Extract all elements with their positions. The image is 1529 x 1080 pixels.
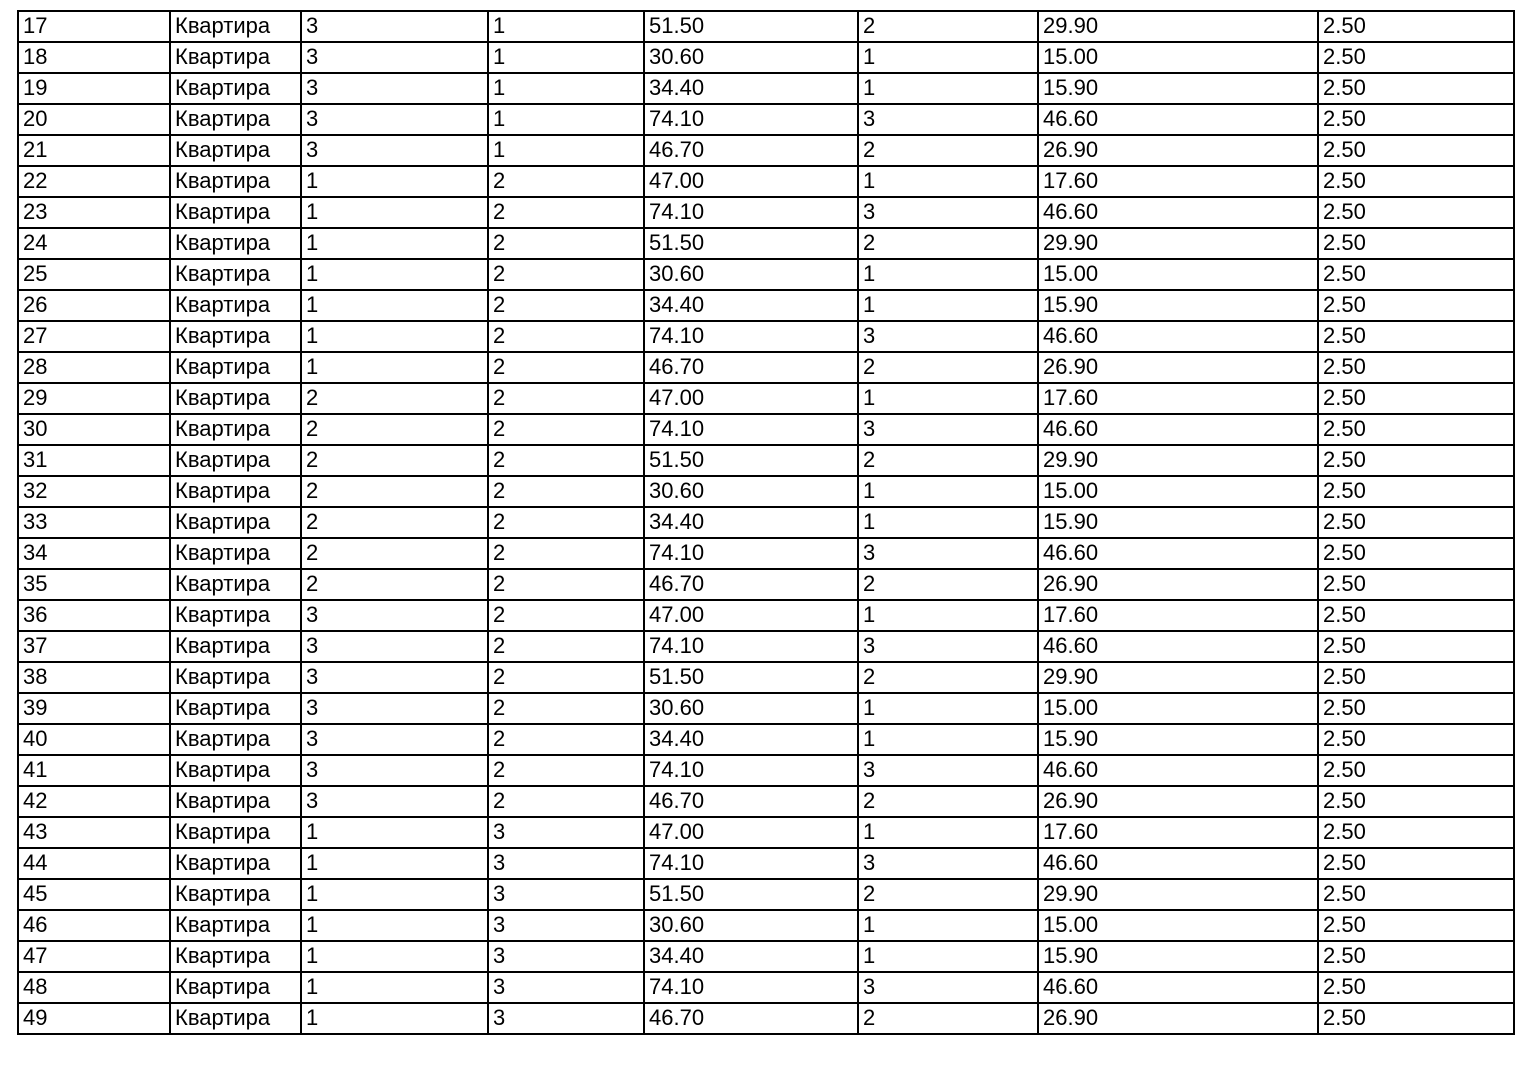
cell-area-living: 15.90: [1038, 724, 1318, 755]
cell-area-living: 29.90: [1038, 11, 1318, 42]
cell-height: 2.50: [1318, 197, 1514, 228]
cell-row-number: 35: [18, 569, 170, 600]
cell-height: 2.50: [1318, 42, 1514, 73]
cell-value-2: 3: [488, 972, 644, 1003]
cell-area-living: 46.60: [1038, 538, 1318, 569]
cell-value-2: 1: [488, 73, 644, 104]
cell-area-total: 34.40: [644, 73, 858, 104]
table-row: [18, 600, 1514, 631]
cell-object-type: Квартира: [170, 414, 301, 445]
cell-area-living: 15.00: [1038, 693, 1318, 724]
cell-rooms: 3: [858, 631, 1038, 662]
cell-area-living: 15.90: [1038, 73, 1318, 104]
cell-area-total: 46.70: [644, 1003, 858, 1034]
cell-area-living: 17.60: [1038, 600, 1318, 631]
cell-object-type: Квартира: [170, 786, 301, 817]
cell-area-total: 46.70: [644, 786, 858, 817]
cell-object-type: Квартира: [170, 848, 301, 879]
cell-row-number: 44: [18, 848, 170, 879]
cell-value-1: 3: [301, 724, 488, 755]
cell-row-number: 49: [18, 1003, 170, 1034]
cell-area-total: 74.10: [644, 755, 858, 786]
cell-rooms: 1: [858, 290, 1038, 321]
cell-area-living: 26.90: [1038, 352, 1318, 383]
cell-rooms: 3: [858, 538, 1038, 569]
cell-area-living: 46.60: [1038, 972, 1318, 1003]
cell-height: 2.50: [1318, 104, 1514, 135]
cell-value-2: 3: [488, 910, 644, 941]
cell-value-1: 1: [301, 290, 488, 321]
cell-object-type: Квартира: [170, 817, 301, 848]
cell-rooms: 1: [858, 259, 1038, 290]
table-row: [18, 445, 1514, 476]
table-row: [18, 42, 1514, 73]
cell-area-living: 29.90: [1038, 228, 1318, 259]
cell-value-2: 2: [488, 383, 644, 414]
cell-object-type: Квартира: [170, 197, 301, 228]
cell-value-1: 3: [301, 11, 488, 42]
table-row: [18, 135, 1514, 166]
table-row: [18, 228, 1514, 259]
cell-row-number: 30: [18, 414, 170, 445]
cell-area-total: 51.50: [644, 228, 858, 259]
cell-rooms: 3: [858, 197, 1038, 228]
cell-row-number: 23: [18, 197, 170, 228]
cell-rooms: 3: [858, 848, 1038, 879]
cell-area-total: 51.50: [644, 11, 858, 42]
cell-value-1: 3: [301, 600, 488, 631]
table-row: [18, 290, 1514, 321]
cell-value-2: 2: [488, 414, 644, 445]
cell-rooms: 1: [858, 383, 1038, 414]
cell-rooms: 1: [858, 817, 1038, 848]
cell-object-type: Квартира: [170, 724, 301, 755]
cell-area-living: 26.90: [1038, 1003, 1318, 1034]
cell-rooms: 2: [858, 569, 1038, 600]
cell-area-total: 30.60: [644, 693, 858, 724]
cell-value-2: 2: [488, 724, 644, 755]
table-row: [18, 166, 1514, 197]
cell-height: 2.50: [1318, 321, 1514, 352]
cell-object-type: Квартира: [170, 290, 301, 321]
cell-value-2: 2: [488, 786, 644, 817]
cell-row-number: 24: [18, 228, 170, 259]
cell-value-2: 2: [488, 538, 644, 569]
cell-area-living: 17.60: [1038, 383, 1318, 414]
cell-area-total: 74.10: [644, 538, 858, 569]
cell-value-1: 1: [301, 972, 488, 1003]
cell-height: 2.50: [1318, 538, 1514, 569]
cell-row-number: 48: [18, 972, 170, 1003]
table-row: [18, 724, 1514, 755]
cell-rooms: 2: [858, 1003, 1038, 1034]
cell-value-1: 1: [301, 879, 488, 910]
table-row: [18, 538, 1514, 569]
cell-object-type: Квартира: [170, 476, 301, 507]
cell-height: 2.50: [1318, 569, 1514, 600]
cell-row-number: 18: [18, 42, 170, 73]
table-row: [18, 507, 1514, 538]
cell-area-total: 74.10: [644, 848, 858, 879]
cell-height: 2.50: [1318, 631, 1514, 662]
cell-value-1: 3: [301, 631, 488, 662]
cell-area-total: 30.60: [644, 259, 858, 290]
cell-row-number: 31: [18, 445, 170, 476]
cell-area-living: 26.90: [1038, 786, 1318, 817]
cell-value-2: 2: [488, 693, 644, 724]
cell-object-type: Квартира: [170, 321, 301, 352]
cell-value-2: 2: [488, 569, 644, 600]
cell-area-living: 46.60: [1038, 321, 1318, 352]
table-body: [18, 11, 1514, 1034]
cell-area-total: 46.70: [644, 569, 858, 600]
cell-value-2: 2: [488, 445, 644, 476]
cell-value-2: 2: [488, 600, 644, 631]
cell-value-1: 1: [301, 259, 488, 290]
cell-area-living: 15.90: [1038, 290, 1318, 321]
cell-area-total: 47.00: [644, 817, 858, 848]
cell-area-total: 46.70: [644, 352, 858, 383]
cell-row-number: 36: [18, 600, 170, 631]
cell-row-number: 21: [18, 135, 170, 166]
cell-area-living: 15.00: [1038, 42, 1318, 73]
cell-value-2: 2: [488, 321, 644, 352]
table-row: [18, 383, 1514, 414]
cell-value-1: 1: [301, 817, 488, 848]
table-row: [18, 321, 1514, 352]
cell-area-total: 30.60: [644, 476, 858, 507]
cell-area-living: 17.60: [1038, 817, 1318, 848]
cell-object-type: Квартира: [170, 383, 301, 414]
cell-rooms: 2: [858, 135, 1038, 166]
cell-value-1: 1: [301, 197, 488, 228]
cell-rooms: 2: [858, 879, 1038, 910]
cell-area-total: 47.00: [644, 166, 858, 197]
cell-value-2: 3: [488, 879, 644, 910]
cell-row-number: 17: [18, 11, 170, 42]
cell-row-number: 32: [18, 476, 170, 507]
cell-height: 2.50: [1318, 352, 1514, 383]
table-row: [18, 662, 1514, 693]
cell-row-number: 45: [18, 879, 170, 910]
cell-value-2: 2: [488, 197, 644, 228]
cell-object-type: Квартира: [170, 445, 301, 476]
cell-value-1: 2: [301, 476, 488, 507]
cell-value-1: 2: [301, 538, 488, 569]
cell-value-1: 2: [301, 445, 488, 476]
table-row: [18, 755, 1514, 786]
cell-value-1: 3: [301, 42, 488, 73]
cell-value-2: 1: [488, 135, 644, 166]
cell-area-total: 74.10: [644, 631, 858, 662]
cell-height: 2.50: [1318, 600, 1514, 631]
table-row: [18, 11, 1514, 42]
cell-value-1: 3: [301, 786, 488, 817]
cell-value-1: 2: [301, 507, 488, 538]
table-row: [18, 848, 1514, 879]
cell-value-1: 1: [301, 1003, 488, 1034]
cell-value-1: 2: [301, 383, 488, 414]
cell-area-total: 46.70: [644, 135, 858, 166]
table-row: [18, 569, 1514, 600]
cell-row-number: 47: [18, 941, 170, 972]
table-row: [18, 879, 1514, 910]
cell-height: 2.50: [1318, 290, 1514, 321]
cell-object-type: Квартира: [170, 507, 301, 538]
cell-row-number: 25: [18, 259, 170, 290]
table-row: [18, 910, 1514, 941]
cell-value-2: 2: [488, 352, 644, 383]
cell-height: 2.50: [1318, 73, 1514, 104]
cell-height: 2.50: [1318, 445, 1514, 476]
cell-value-2: 2: [488, 259, 644, 290]
cell-rooms: 3: [858, 755, 1038, 786]
cell-area-total: 34.40: [644, 507, 858, 538]
table-row: [18, 352, 1514, 383]
cell-object-type: Квартира: [170, 972, 301, 1003]
cell-height: 2.50: [1318, 11, 1514, 42]
cell-height: 2.50: [1318, 879, 1514, 910]
cell-area-total: 51.50: [644, 662, 858, 693]
cell-height: 2.50: [1318, 135, 1514, 166]
table-row: [18, 693, 1514, 724]
cell-area-total: 47.00: [644, 600, 858, 631]
cell-area-living: 15.90: [1038, 941, 1318, 972]
cell-height: 2.50: [1318, 848, 1514, 879]
cell-value-2: 2: [488, 476, 644, 507]
cell-value-1: 1: [301, 941, 488, 972]
cell-height: 2.50: [1318, 166, 1514, 197]
table-row: [18, 476, 1514, 507]
apartments-table: [17, 10, 1515, 1035]
cell-row-number: 42: [18, 786, 170, 817]
cell-rooms: 2: [858, 352, 1038, 383]
cell-area-living: 29.90: [1038, 445, 1318, 476]
cell-value-1: 2: [301, 569, 488, 600]
cell-object-type: Квартира: [170, 73, 301, 104]
table-row: [18, 817, 1514, 848]
cell-height: 2.50: [1318, 972, 1514, 1003]
cell-rooms: 2: [858, 11, 1038, 42]
cell-row-number: 38: [18, 662, 170, 693]
cell-rooms: 1: [858, 73, 1038, 104]
cell-height: 2.50: [1318, 662, 1514, 693]
cell-area-living: 29.90: [1038, 662, 1318, 693]
cell-value-2: 2: [488, 228, 644, 259]
cell-area-living: 26.90: [1038, 569, 1318, 600]
table-row: [18, 104, 1514, 135]
cell-area-living: 17.60: [1038, 166, 1318, 197]
cell-row-number: 28: [18, 352, 170, 383]
cell-value-1: 3: [301, 73, 488, 104]
cell-rooms: 1: [858, 941, 1038, 972]
cell-row-number: 29: [18, 383, 170, 414]
cell-value-2: 3: [488, 941, 644, 972]
cell-object-type: Квартира: [170, 879, 301, 910]
cell-value-1: 1: [301, 848, 488, 879]
cell-value-1: 1: [301, 166, 488, 197]
cell-value-1: 2: [301, 414, 488, 445]
cell-height: 2.50: [1318, 259, 1514, 290]
cell-value-1: 1: [301, 321, 488, 352]
cell-area-total: 34.40: [644, 724, 858, 755]
cell-row-number: 46: [18, 910, 170, 941]
table-row: [18, 941, 1514, 972]
cell-rooms: 1: [858, 693, 1038, 724]
cell-object-type: Квартира: [170, 941, 301, 972]
cell-value-2: 1: [488, 42, 644, 73]
cell-value-2: 3: [488, 1003, 644, 1034]
cell-value-2: 2: [488, 290, 644, 321]
cell-object-type: Квартира: [170, 755, 301, 786]
cell-rooms: 1: [858, 600, 1038, 631]
cell-object-type: Квартира: [170, 662, 301, 693]
cell-row-number: 40: [18, 724, 170, 755]
cell-row-number: 37: [18, 631, 170, 662]
cell-value-2: 2: [488, 507, 644, 538]
cell-object-type: Квартира: [170, 259, 301, 290]
cell-height: 2.50: [1318, 724, 1514, 755]
cell-area-living: 26.90: [1038, 135, 1318, 166]
cell-value-2: 1: [488, 104, 644, 135]
cell-value-2: 3: [488, 848, 644, 879]
cell-area-total: 74.10: [644, 104, 858, 135]
cell-row-number: 34: [18, 538, 170, 569]
cell-area-total: 74.10: [644, 197, 858, 228]
cell-value-1: 3: [301, 104, 488, 135]
table-row: [18, 259, 1514, 290]
table-row: [18, 631, 1514, 662]
table-row: [18, 197, 1514, 228]
cell-object-type: Квартира: [170, 1003, 301, 1034]
cell-area-living: 46.60: [1038, 848, 1318, 879]
cell-object-type: Квартира: [170, 538, 301, 569]
table-row: [18, 414, 1514, 445]
cell-rooms: 1: [858, 507, 1038, 538]
cell-area-living: 46.60: [1038, 414, 1318, 445]
cell-height: 2.50: [1318, 476, 1514, 507]
table-row: [18, 73, 1514, 104]
cell-object-type: Квартира: [170, 42, 301, 73]
cell-value-1: 3: [301, 755, 488, 786]
cell-height: 2.50: [1318, 383, 1514, 414]
cell-rooms: 2: [858, 228, 1038, 259]
cell-area-total: 30.60: [644, 42, 858, 73]
cell-row-number: 39: [18, 693, 170, 724]
cell-rooms: 1: [858, 910, 1038, 941]
cell-object-type: Квартира: [170, 352, 301, 383]
cell-area-living: 15.00: [1038, 910, 1318, 941]
cell-value-2: 3: [488, 817, 644, 848]
cell-area-total: 51.50: [644, 879, 858, 910]
cell-row-number: 43: [18, 817, 170, 848]
cell-row-number: 33: [18, 507, 170, 538]
cell-area-total: 30.60: [644, 910, 858, 941]
cell-object-type: Квартира: [170, 104, 301, 135]
table-row: [18, 786, 1514, 817]
cell-height: 2.50: [1318, 786, 1514, 817]
cell-object-type: Квартира: [170, 631, 301, 662]
cell-area-living: 15.00: [1038, 259, 1318, 290]
cell-object-type: Квартира: [170, 11, 301, 42]
cell-area-living: 46.60: [1038, 631, 1318, 662]
cell-object-type: Квартира: [170, 600, 301, 631]
cell-rooms: 3: [858, 104, 1038, 135]
cell-area-living: 15.90: [1038, 507, 1318, 538]
cell-row-number: 22: [18, 166, 170, 197]
cell-height: 2.50: [1318, 693, 1514, 724]
cell-area-total: 74.10: [644, 972, 858, 1003]
cell-object-type: Квартира: [170, 910, 301, 941]
cell-object-type: Квартира: [170, 693, 301, 724]
cell-area-living: 46.60: [1038, 104, 1318, 135]
cell-area-total: 74.10: [644, 414, 858, 445]
table-row: [18, 1003, 1514, 1034]
cell-rooms: 2: [858, 662, 1038, 693]
cell-rooms: 2: [858, 445, 1038, 476]
cell-area-total: 74.10: [644, 321, 858, 352]
cell-area-total: 47.00: [644, 383, 858, 414]
cell-height: 2.50: [1318, 817, 1514, 848]
cell-height: 2.50: [1318, 1003, 1514, 1034]
table-row: [18, 972, 1514, 1003]
cell-object-type: Квартира: [170, 228, 301, 259]
cell-height: 2.50: [1318, 755, 1514, 786]
cell-value-2: 2: [488, 166, 644, 197]
cell-rooms: 1: [858, 166, 1038, 197]
cell-value-2: 2: [488, 631, 644, 662]
cell-row-number: 19: [18, 73, 170, 104]
cell-value-2: 2: [488, 755, 644, 786]
cell-height: 2.50: [1318, 228, 1514, 259]
cell-area-living: 29.90: [1038, 879, 1318, 910]
cell-row-number: 27: [18, 321, 170, 352]
cell-rooms: 1: [858, 42, 1038, 73]
cell-rooms: 3: [858, 972, 1038, 1003]
cell-value-1: 1: [301, 910, 488, 941]
cell-object-type: Квартира: [170, 135, 301, 166]
cell-rooms: 1: [858, 476, 1038, 507]
cell-row-number: 41: [18, 755, 170, 786]
cell-area-total: 34.40: [644, 290, 858, 321]
cell-value-1: 3: [301, 693, 488, 724]
cell-height: 2.50: [1318, 507, 1514, 538]
cell-row-number: 20: [18, 104, 170, 135]
cell-value-1: 1: [301, 352, 488, 383]
cell-rooms: 3: [858, 414, 1038, 445]
cell-row-number: 26: [18, 290, 170, 321]
cell-value-1: 1: [301, 228, 488, 259]
cell-value-2: 2: [488, 662, 644, 693]
cell-area-living: 15.00: [1038, 476, 1318, 507]
cell-rooms: 3: [858, 321, 1038, 352]
cell-area-living: 46.60: [1038, 197, 1318, 228]
cell-height: 2.50: [1318, 910, 1514, 941]
cell-area-living: 46.60: [1038, 755, 1318, 786]
cell-object-type: Квартира: [170, 569, 301, 600]
cell-rooms: 1: [858, 724, 1038, 755]
cell-area-total: 51.50: [644, 445, 858, 476]
cell-value-1: 3: [301, 662, 488, 693]
cell-height: 2.50: [1318, 941, 1514, 972]
cell-area-total: 34.40: [644, 941, 858, 972]
cell-object-type: Квартира: [170, 166, 301, 197]
cell-rooms: 2: [858, 786, 1038, 817]
cell-value-2: 1: [488, 11, 644, 42]
cell-height: 2.50: [1318, 414, 1514, 445]
cell-value-1: 3: [301, 135, 488, 166]
